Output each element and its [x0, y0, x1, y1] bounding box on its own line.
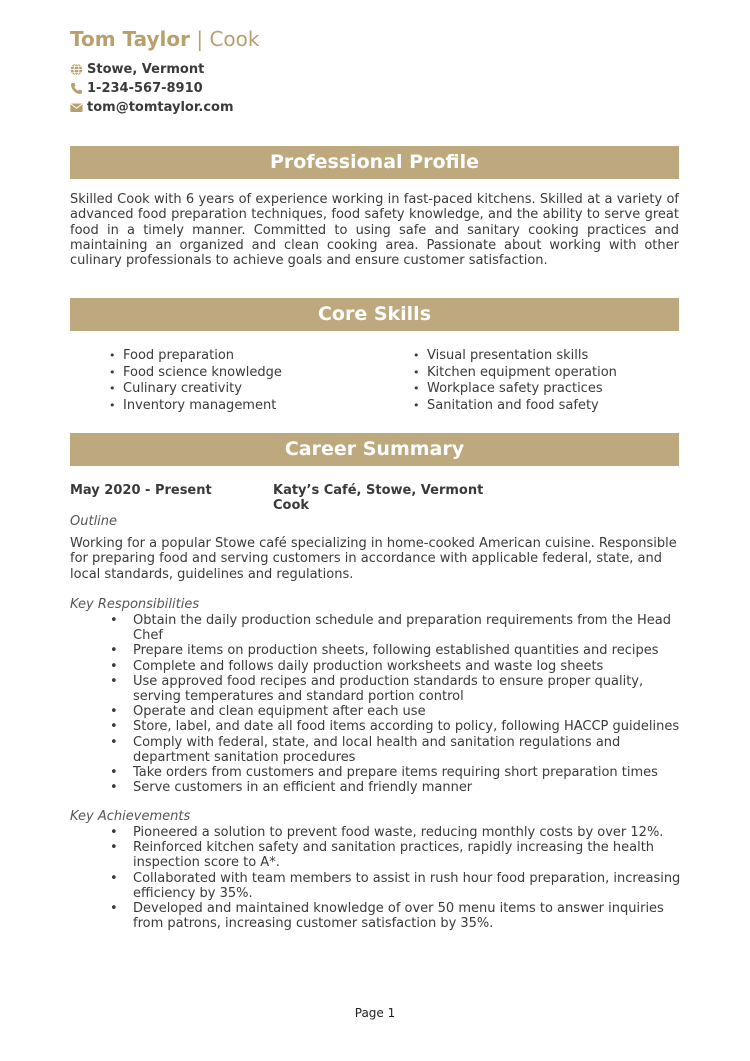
outline-label: Outline	[70, 514, 118, 529]
responsibilities-list	[133, 613, 693, 795]
list-item: • Pioneered a solution to prevent food waste, reducing monthly costs by over 12%.	[133, 825, 693, 840]
candidate-name: Tom Taylor	[70, 27, 190, 51]
list-item: • Obtain the daily production schedule and preparation requirements from the Head Chef	[133, 613, 693, 643]
contact-email	[70, 100, 234, 115]
list-item: • Store, label, and date all food items according to policy, following HACCP guidelines	[133, 719, 693, 734]
name-separator: |	[196, 27, 204, 51]
list-item: • Collaborated with team members to assist in rush hour food preparation, increasing efficiency by 35%.	[133, 871, 693, 901]
list-item: • Operate and clean equipment after each use	[133, 704, 693, 719]
email-text[interactable]: tom@tomtaylor.com	[87, 100, 234, 115]
section-heading-profile: Professional Profile	[70, 146, 679, 179]
skill-item: • Food preparation	[109, 348, 282, 365]
list-item: • Serve customers in an efficient and friendly manner	[133, 780, 693, 795]
skills-list-right	[413, 348, 617, 414]
section-heading-skills: Core Skills	[70, 298, 679, 331]
list-item: • Complete and follows daily production worksheets and waste log sheets	[133, 659, 693, 674]
list-item: • Prepare items on production sheets, following established quantities and recipes	[133, 643, 693, 658]
globe-icon	[70, 63, 83, 76]
skill-item: • Workplace safety practices	[413, 381, 617, 398]
list-item: • Developed and maintained knowledge of over 50 menu items to answer inquiries from patrons, increasing customer satisfaction by 35%.	[133, 901, 693, 931]
job-role: Cook	[273, 498, 310, 513]
achievements-list	[133, 825, 693, 931]
phone-icon	[70, 82, 83, 95]
page-number: Page 1	[354, 1006, 396, 1020]
section-heading-career: Career Summary	[70, 433, 679, 466]
skills-list-left	[109, 348, 282, 414]
job-outline: Working for a popular Stowe café specializing in home-cooked American cuisine. Responsible for preparing food and serving customers in accordance with applicable federal, state, and local standards, guidelines and regulations.	[70, 536, 677, 582]
job-employer: Katy’s Café, Stowe, Vermont	[273, 483, 484, 498]
profile-summary: Skilled Cook with 6 years of experience working in fast-paced kitchens. Skilled at a variety of advanced food preparation techniques, food safety knowledge, and the ability to serve great food in a timely manner. Committed to using safe and sanitary cooking practices and maintaining an organized and clean cooking area. Passionate about working with other culinary professionals to achieve goals and ensure customer satisfaction.	[70, 192, 679, 269]
list-item: • Comply with federal, state, and local health and sanitation regulations and department sanitation procedures	[133, 735, 693, 765]
skill-item: • Kitchen equipment operation	[413, 365, 617, 382]
job-title: Cook	[209, 27, 260, 51]
skill-item: • Inventory management	[109, 398, 282, 415]
contact-phone	[70, 81, 203, 96]
achievements-label: Key Achievements	[70, 809, 191, 824]
skill-item: • Culinary creativity	[109, 381, 282, 398]
list-item: • Take orders from customers and prepare items requiring short preparation times	[133, 765, 693, 780]
phone-text: 1-234-567-8910	[87, 81, 203, 96]
skill-item: • Visual presentation skills	[413, 348, 617, 365]
job-dates: May 2020 - Present	[70, 483, 212, 498]
skill-item: • Sanitation and food safety	[413, 398, 617, 415]
responsibilities-label: Key Responsibilities	[70, 597, 200, 612]
name-heading	[70, 27, 259, 51]
location-text: Stowe, Vermont	[87, 62, 205, 77]
envelope-icon	[70, 101, 83, 114]
list-item: • Use approved food recipes and production standards to ensure proper quality, serving temperatures and standard portion control	[133, 674, 693, 704]
contact-location	[70, 62, 204, 77]
list-item: • Reinforced kitchen safety and sanitation practices, rapidly increasing the health inspection score to A*.	[133, 840, 693, 870]
skill-item: • Food science knowledge	[109, 365, 282, 382]
